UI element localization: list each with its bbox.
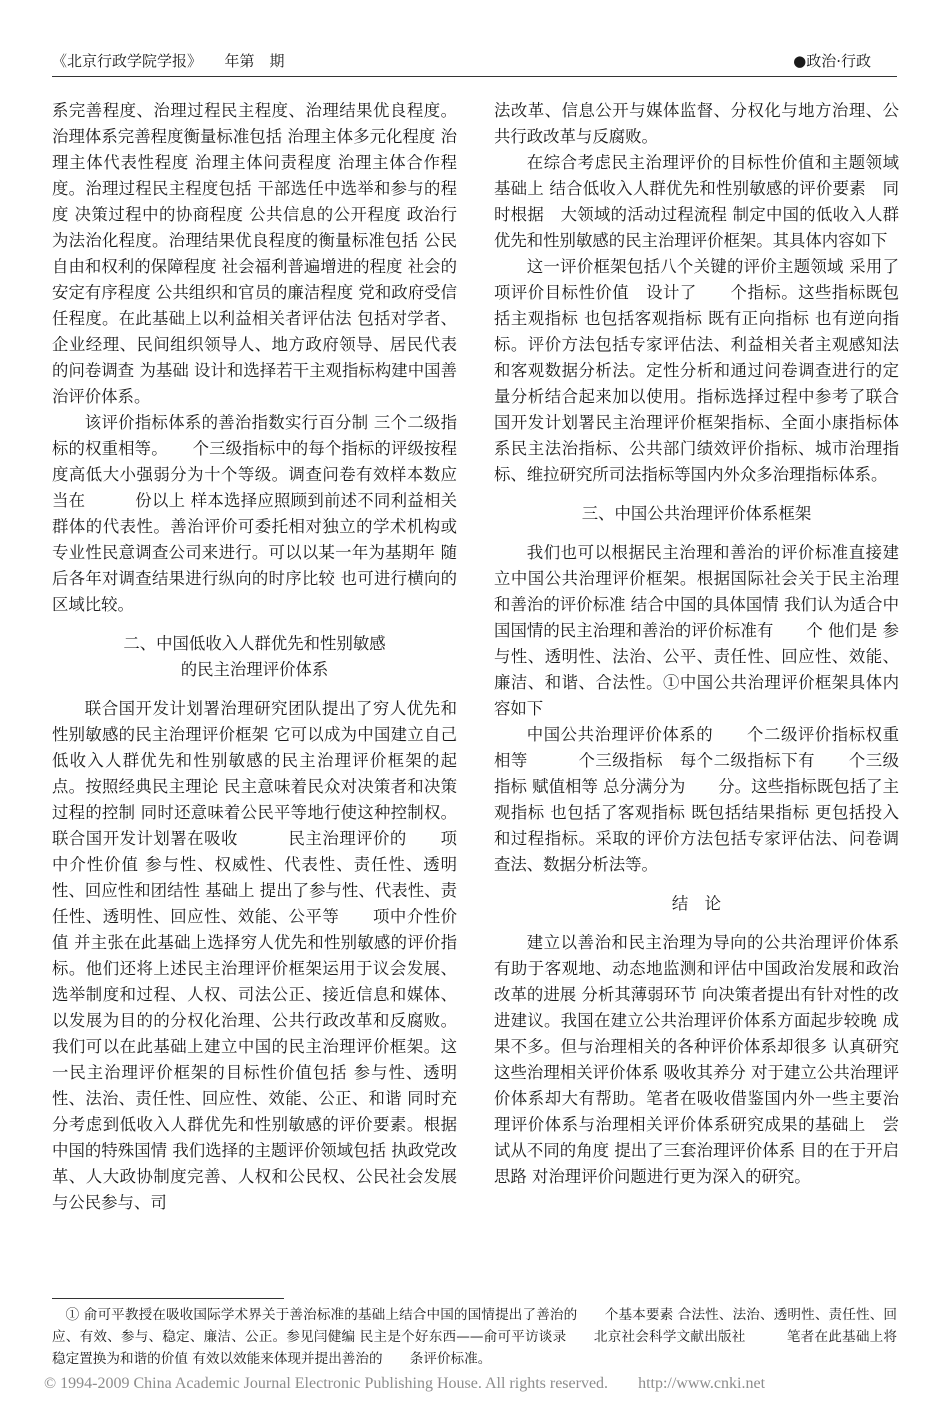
- paragraph: 该评价指标体系的善治指数实行百分制 三个二级指标的权重相等。 个三级指标中的每个指标的评级按程度高低大小强弱分为十个等级。调查问卷有效样本数应当在 份以上 样本选择应照顾到前述不同利益相关群体的代表性。善治评价可委托相对独立的学术机构或专业性民意调查公司来进行。可以以某一年为基期年 随后各年对调查结果进行纵向的时序比较 也可进行横向的区域比较。: [52, 413, 457, 614]
- journal-title: 《北京行政学院学报》 年第 期: [52, 52, 285, 70]
- paragraph: 联合国开发计划署治理研究团队提出了穷人优先和性别敏感的民主治理评价框架 它可以成为中国建立自己低收入人群优先和性别敏感的民主治理评价框架的起点。按照经典民主理论 民主意味着民众对决策者和决策过程的控制 同时还意味着公民平等地行使这种控制权。联合国开发计划署在吸收 民主治理评价的 项中介性价值 参与性、权威性、代表性、责任性、透明性、回应性和团结性 基础上 提出了参与性、代表性、责任性、透明性、回应性、效能、公平等 项中介性价值 并主张在此基础上选择穷人优先和性别敏感的评价指标。他们还将上述民主治理评价框架运用于议会发展、选举制度和过程、人权、司法公正、接近信息和媒体、以发展为目的的分权化治理、公共行政改革和反腐败。我们可以在此基础上建立中国的民主治理评价框架。这一民主治理评价框架的目标性价值包括 参与性、透明性、法治、责任性、回应性、效能、公正、和谐 同时充分考虑到低收入人群优先和性别敏感的评价要素。根据中国的特殊国情 我们选择的主题评价领域包括 执政党改革、人大政协制度完善、人权和公民权、公民社会发展与公民参与、司: [52, 699, 457, 1212]
- paragraph: 系完善程度、治理过程民主程度、治理结果优良程度。治理体系完善程度衡量标准包括 治理主体多元化程度 治理主体代表性程度 治理主体问责程度 治理主体合作程度。治理过程民主程度包括 干部选任中选举和参与的程度 决策过程中的协商程度 公共信息的公开程度 政治行为法治化程度。治理结果优良程度的衡量标准包括 公民自由和权利的保障程度 社会福利普遍增进的程度 社会的安定有序程度 公共组织和官员的廉洁程度 党和政府受信任程度。在此基础上以利益相关者评估法 包括对学者、企业经理、民间组织领导人、地方政府领导、居民代表的问卷调查 为基础 设计和选择若干主观指标构建中国善治评价体系。: [52, 101, 457, 406]
- section-heading-line: 的民主治理评价体系: [180, 660, 329, 679]
- header-rule: [52, 76, 897, 77]
- paragraph: 我们也可以根据民主治理和善治的评价标准直接建立中国公共治理评价框架。根据国际社会关于民主治理和善治的评价标准 结合中国的具体国情 我们认为适合中国国情的民主治理和善治的评价标准有 个 他们是 参与性、透明性、法治、公平、责任性、回应性、效能、廉洁、和谐、合法性。①中国公共治理评价框架具体内容如下: [494, 543, 899, 718]
- paragraph: 建立以善治和民主治理为导向的公共治理评价体系 有助于客观地、动态地监测和评估中国政治发展和政治改革的进展 分析其薄弱环节 向决策者提出有针对性的改进建议。我国在建立公共治理评价体系方面起步较晚 成果不多。但与治理相关的各种评价体系却很多 认真研究这些治理相关评价体系 吸收其养分 对于建立公共治理评价体系却大有帮助。笔者在吸收借鉴国内外一些主要治理评价体系与治理相关评价体系研究成果的基础上 尝试从不同的角度 提出了三套治理评价体系 目的在于开启思路 对治理评价问题进行更为深入的研究。: [494, 933, 899, 1186]
- paragraph: 法改革、信息公开与媒体监督、分权化与地方治理、公共行政改革与反腐败。: [494, 101, 899, 146]
- copyright-url[interactable]: http://www.cnki.net: [638, 1375, 766, 1392]
- paragraph: 这一评价框架包括八个关键的评价主题领域 采用了 项评价目标性价值 设计了 个指标。这些指标既包括主观指标 也包括客观指标 既有正向指标 也有逆向指标。评价方法包括专家评估法、利益相关者主观感知法和客观数据分析法。定性分析和通过问卷调查进行的定量分析结合起来加以使用。指标选择过程中参考了联合国开发计划署民主治理评价框架指标、全面小康指标体系民主法治指标、公共部门绩效评价指标、城市治理指标、维拉研究所司法指标等国内外众多治理指标体系。: [494, 257, 916, 484]
- copyright-watermark: [44, 1375, 904, 1393]
- footnote-rule: [52, 1298, 284, 1299]
- section-heading: 结 论: [671, 894, 722, 913]
- section-heading: 三、中国公共治理评价体系框架: [581, 504, 812, 523]
- running-header: [52, 48, 897, 78]
- section-heading: [52, 631, 457, 683]
- left-column: [52, 98, 457, 1216]
- paragraph: 在综合考虑民主治理评价的目标性价值和主题领域基础上 结合低收入人群优先和性别敏感的评价要素 同时根据 大领域的活动过程流程 制定中国的低收入人群优先和性别敏感的民主治理评价框架。其具体内容如下: [494, 153, 899, 250]
- section-heading-line: 二、中国低收入人群优先和性别敏感: [123, 634, 386, 653]
- copyright-text: © 1994-2009 China Academic Journal Electronic Publishing House. All rights reserved.: [44, 1375, 609, 1392]
- footnote-text: ① 俞可平教授在吸收国际学术界关于善治标准的基础上结合中国的国情提出了善治的 个基本要素 合法性、法治、透明性、责任性、回应、有效、参与、稳定、廉洁、公正。参见闫健编 民主是个好东西——俞可平访谈录 北京社会科学文献出版社 笔者在此基础上将稳定置换为和谐的价值 有效以效能来体现并提出善治的 条评价标准。: [52, 1307, 897, 1367]
- paragraph: 中国公共治理评价体系的 个二级评价指标权重相等 个三级指标 每个二级指标下有 个三级指标 赋值相等 总分满分为 分。这些指标既包括了主观指标 也包括了客观指标 既包括结果指标 更包括投入和过程指标。采取的评价方法包括专家评估法、问卷调查法、数据分析法等。: [494, 725, 899, 874]
- section-label: ●政治·行政: [793, 52, 871, 70]
- footnote: [52, 1304, 897, 1370]
- right-column: [494, 98, 916, 1190]
